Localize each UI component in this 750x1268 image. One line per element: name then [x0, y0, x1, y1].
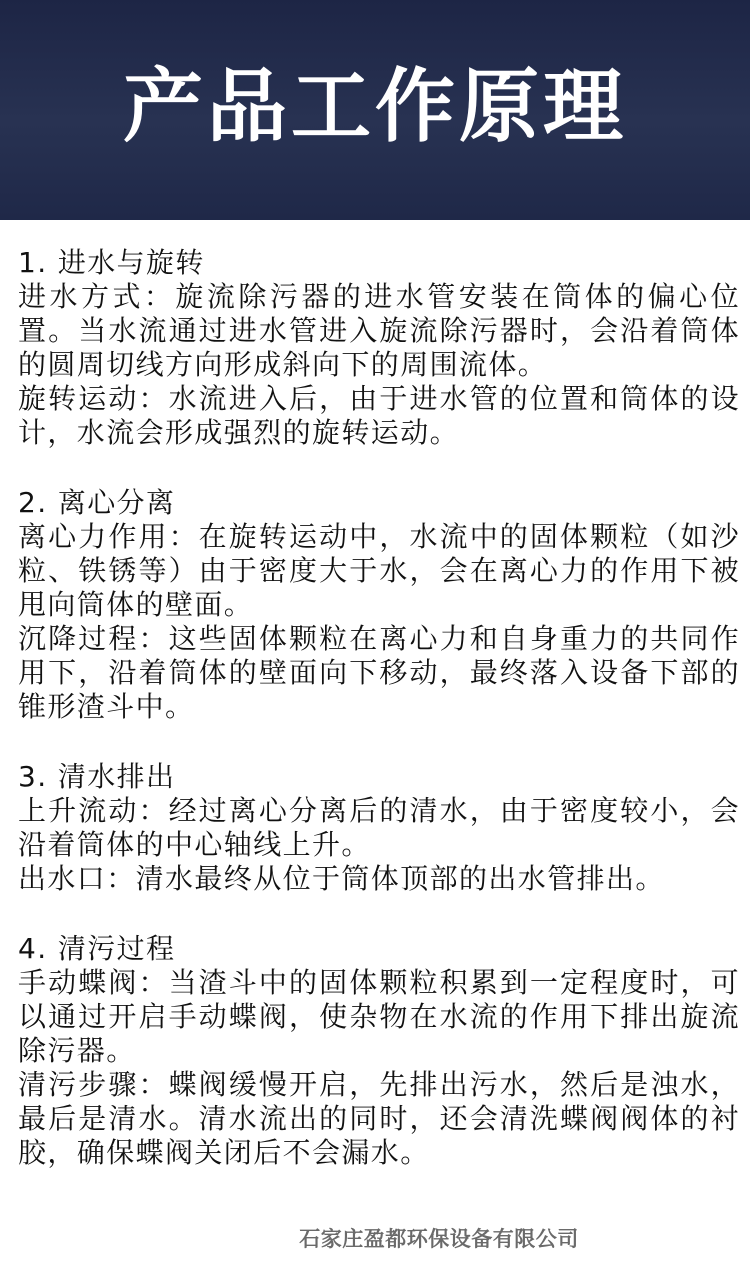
paragraph: 上升流动：经过离心分离后的清水，由于密度较小，会沿着筒体的中心轴线上升。 — [18, 794, 740, 861]
paragraph: 离心力作用：在旋转运动中，水流中的固体颗粒（如沙粒、铁锈等）由于密度大于水，会在离心力的作用下被甩向筒体的壁面。 — [18, 520, 740, 621]
section-heading: 1. 进水与旋转 — [18, 246, 205, 279]
paragraph: 沉降过程：这些固体颗粒在离心力和自身重力的共同作用下，沿着筒体的壁面向下移动，最终落入设备下部的锥形渣斗中。 — [18, 622, 740, 723]
section-heading: 3. 清水排出 — [18, 760, 176, 793]
company-name-footer: 石家庄盈都环保设备有限公司 — [299, 1226, 579, 1251]
content-body — [18, 246, 740, 1206]
section-heading: 4. 清污过程 — [18, 932, 176, 965]
header-banner — [0, 0, 750, 223]
section-inlet-rotation — [18, 246, 740, 450]
page-title: 产品工作原理 — [123, 60, 627, 153]
paragraph: 清污步骤：蝶阀缓慢开启，先排出污水，然后是浊水，最后是清水。清水流出的同时，还会清洗蝶阀阀体的衬胶，确保蝶阀关闭后不会漏水。 — [18, 1068, 740, 1169]
section-centrifugal-separation — [18, 486, 740, 724]
paragraph: 手动蝶阀：当渣斗中的固体颗粒积累到一定程度时，可以通过开启手动蝶阀，使杂物在水流的作用下排出旋流除污器。 — [18, 966, 740, 1067]
section-cleaning-process — [18, 932, 740, 1170]
section-heading: 2. 离心分离 — [18, 486, 176, 519]
paragraph: 进水方式：旋流除污器的进水管安装在筒体的偏心位置。当水流通过进水管进入旋流除污器时，会沿着筒体的圆周切线方向形成斜向下的周围流体。 — [18, 280, 740, 381]
paragraph: 旋转运动：水流进入后，由于进水管的位置和筒体的设计，水流会形成强烈的旋转运动。 — [18, 382, 740, 449]
paragraph: 出水口：清水最终从位于筒体顶部的出水管排出。 — [18, 862, 665, 895]
section-clean-water-discharge — [18, 760, 740, 896]
